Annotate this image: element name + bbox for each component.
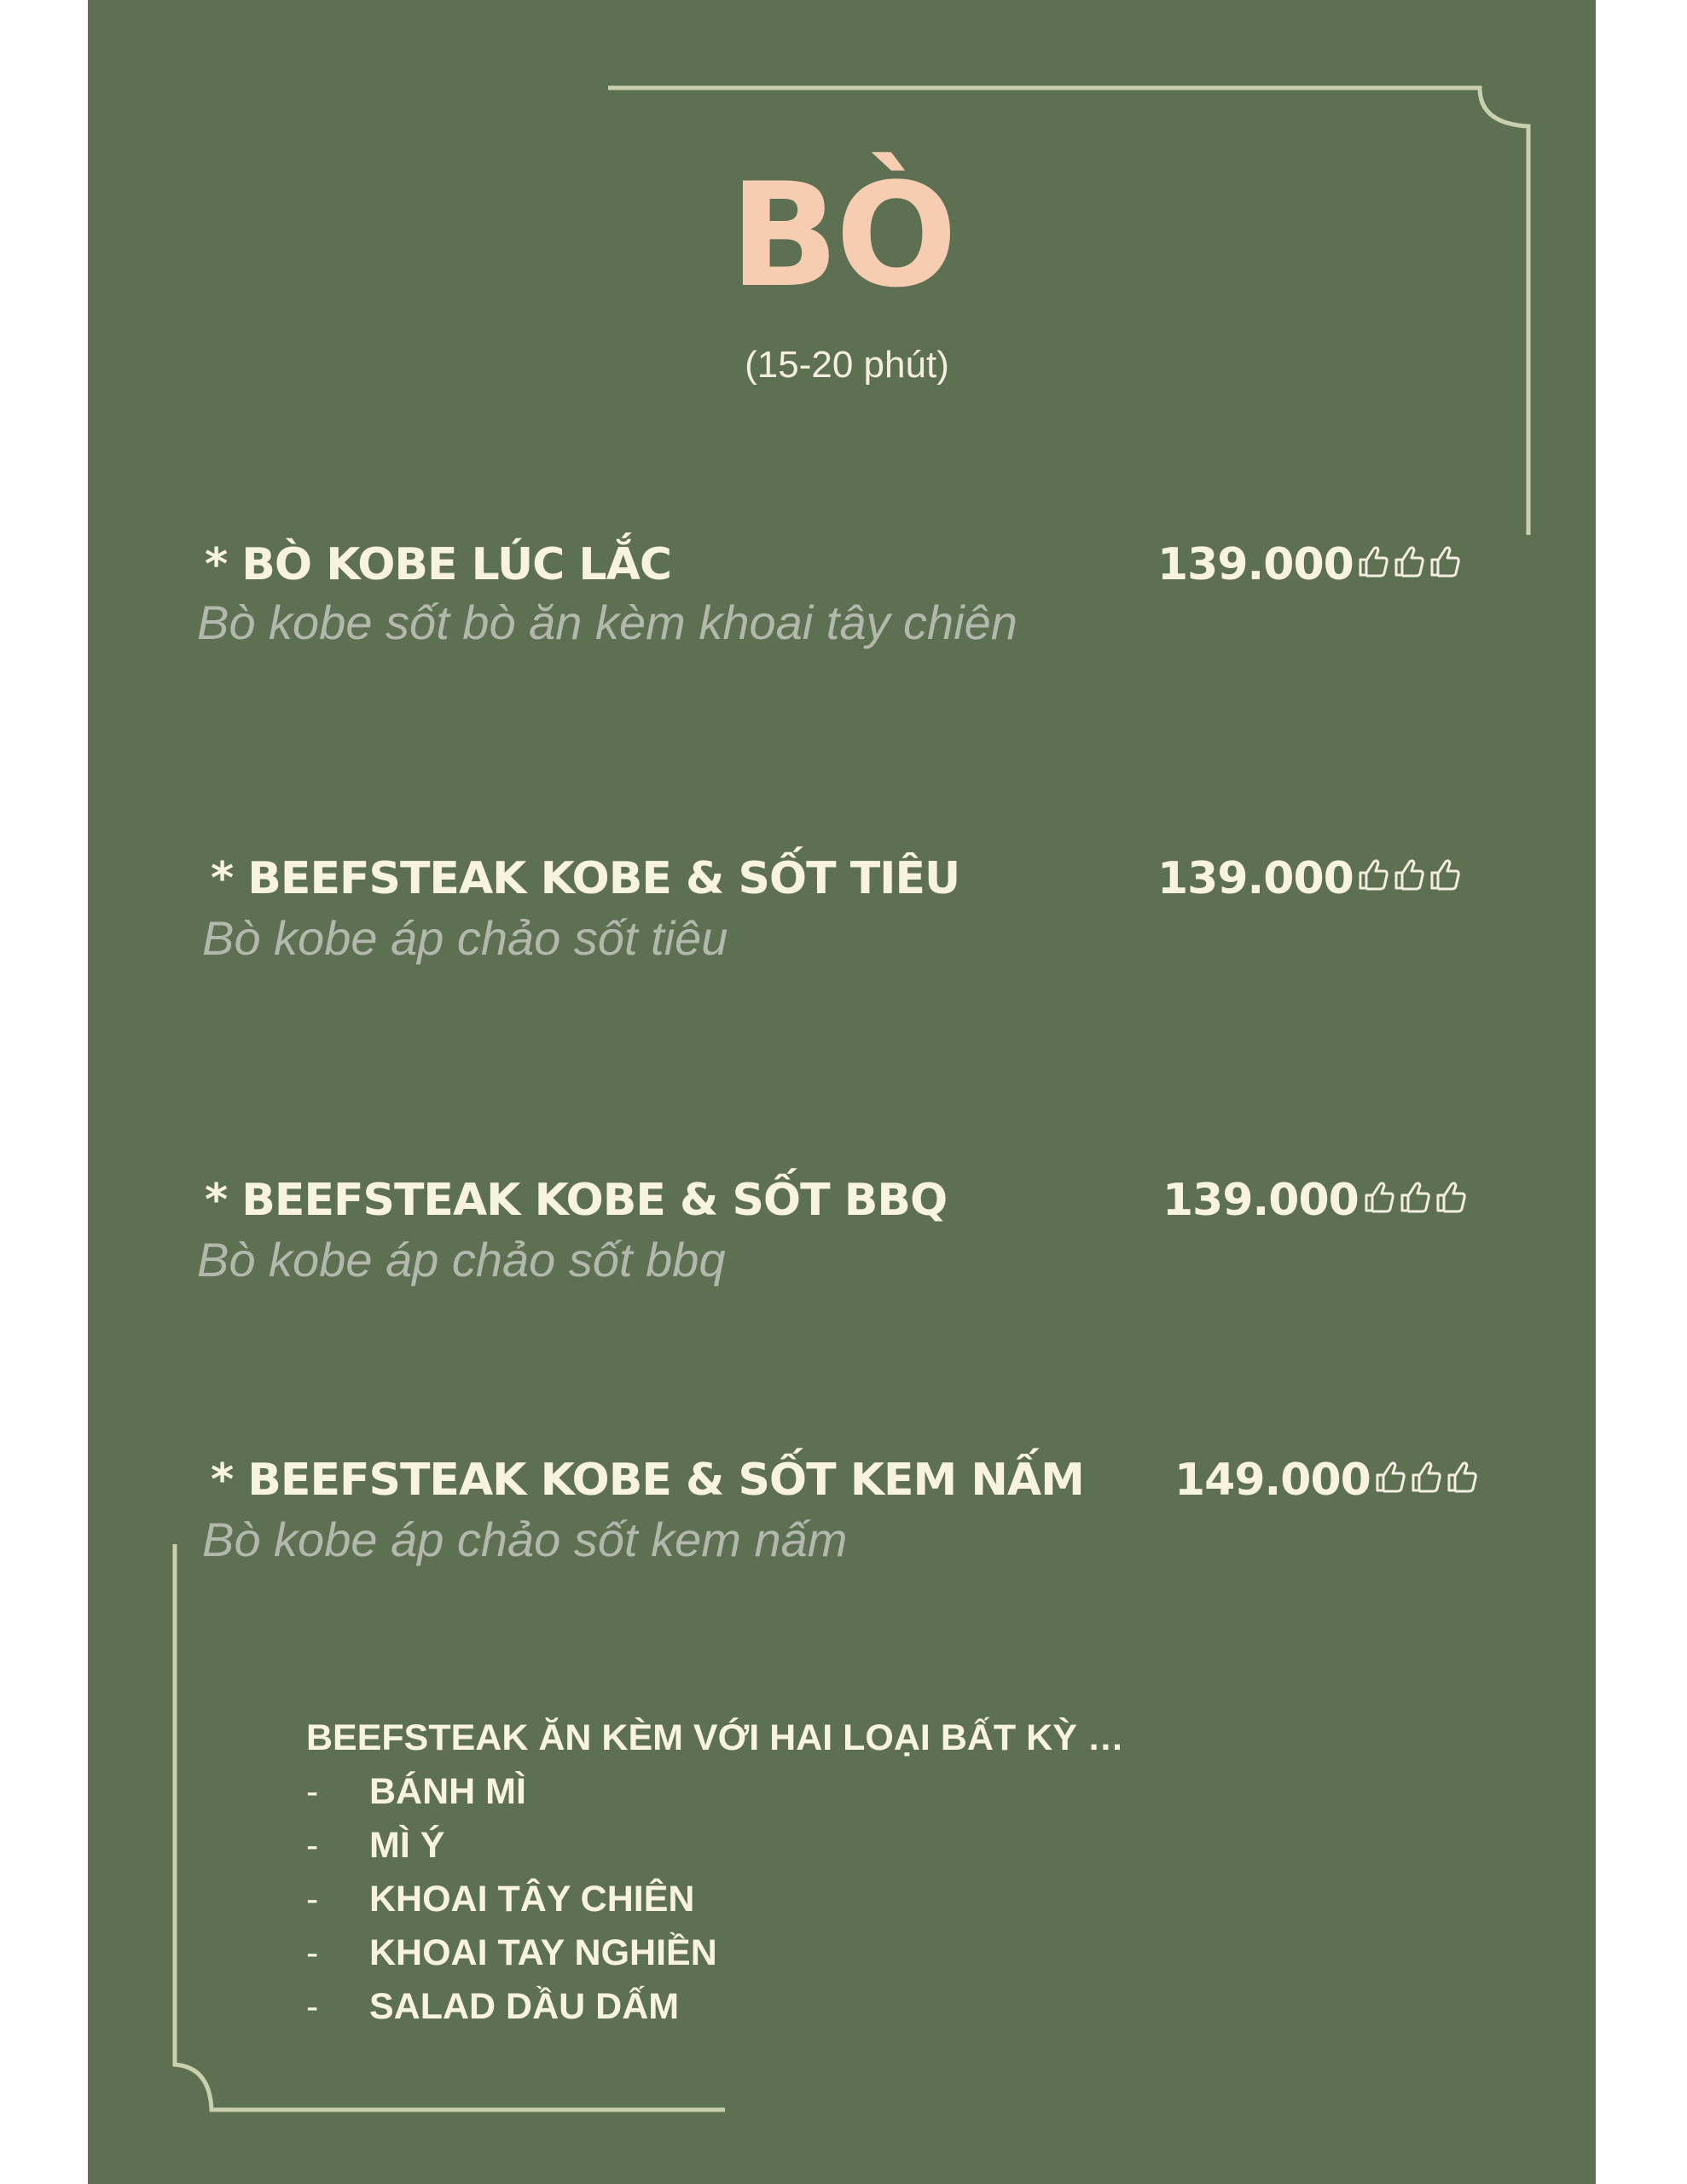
list-bullet: - [306,1986,319,2027]
side-dish-option: KHOAI TÂY CHIÊN [369,1879,695,1920]
menu-item-description: Bò kobe áp chảo sốt tiêu [202,911,728,965]
thumbs-up-icon [1357,856,1389,892]
menu-item-name: * BÒ KOBE LÚC LẮC [205,539,671,590]
side-dish-option: KHOAI TAY NGHIỀN [369,1932,717,1973]
side-dish-option: SALAD DẦU DẤM [369,1986,680,2027]
list-item [306,1819,1124,1873]
menu-item-name: * BEEFSTEAK KOBE & SỐT KEM NẤM [211,1455,1084,1506]
menu-title: BÒ [729,152,954,319]
rating-icons [1363,1178,1467,1214]
menu-page [88,0,1596,2184]
list-bullet: - [306,1825,319,1866]
side-dish-heading: BEEFSTEAK ĂN KÈM VỚI HAI LOẠI BẤT KỲ … [306,1717,1124,1758]
list-item [306,1980,1124,2034]
menu-item-price: 149.000 [1174,1455,1371,1506]
thumbs-up-icon [1429,856,1461,892]
thumbs-up-icon [1410,1458,1442,1494]
rating-icons [1357,543,1461,578]
side-dish-note [306,1711,1124,2034]
thumbs-up-icon [1435,1178,1467,1214]
thumbs-up-icon [1357,543,1389,578]
menu-item-description: Bò kobe áp chảo sốt kem nấm [202,1513,848,1566]
thumbs-up-icon [1446,1458,1478,1494]
thumbs-up-icon [1429,543,1461,578]
menu-item-name: * BEEFSTEAK KOBE & SỐT BBQ [205,1175,948,1226]
menu-item-price: 139.000 [1157,539,1354,590]
list-bullet: - [306,1879,319,1920]
list-item [306,1765,1124,1819]
list-item [306,1926,1124,1980]
thumbs-up-icon [1363,1178,1395,1214]
menu-item-price: 139.000 [1162,1175,1359,1226]
rating-icons [1357,856,1461,892]
side-dish-option: MÌ Ý [369,1825,445,1866]
side-dish-list [306,1765,1124,2034]
thumbs-up-icon [1393,543,1425,578]
thumbs-up-icon [1393,856,1425,892]
rating-icons [1374,1458,1478,1494]
list-bullet: - [306,1771,319,1812]
thumbs-up-icon [1374,1458,1406,1494]
side-dish-option: BÁNH MÌ [369,1771,526,1812]
menu-item-name: * BEEFSTEAK KOBE & SỐT TIÊU [211,853,960,904]
menu-item-description: Bò kobe áp chảo sốt bbq [197,1233,726,1287]
list-item [306,1873,1124,1926]
list-bullet: - [306,1932,319,1973]
menu-item-description: Bò kobe sốt bò ăn kèm khoai tây chiên [197,595,1017,649]
thumbs-up-icon [1399,1178,1431,1214]
menu-item-price: 139.000 [1157,853,1354,904]
menu-subtitle: (15-20 phút) [745,344,949,386]
